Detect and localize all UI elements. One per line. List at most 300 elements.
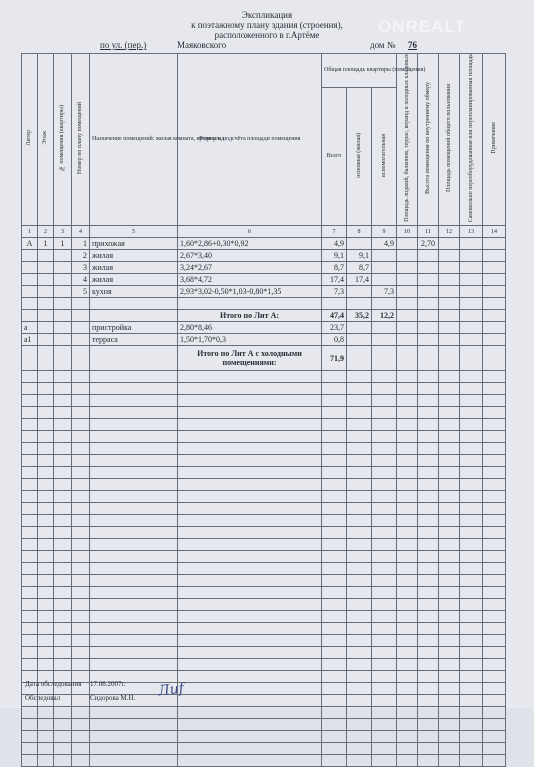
empty-cell xyxy=(178,695,322,707)
empty-cell xyxy=(322,431,347,443)
empty-cell xyxy=(322,743,347,755)
empty-cell xyxy=(322,647,347,659)
empty-cell xyxy=(54,599,72,611)
empty-cell xyxy=(90,491,178,503)
empty-cell xyxy=(72,647,90,659)
col-header-plan-no: Номер по плану помещений xyxy=(77,102,83,175)
empty-cell xyxy=(397,719,418,731)
empty-cell xyxy=(90,659,178,671)
empty-cell xyxy=(460,683,483,695)
total-aux: 12,2 xyxy=(372,310,397,322)
empty-cell xyxy=(322,623,347,635)
empty-cell xyxy=(72,743,90,755)
empty-cell xyxy=(90,419,178,431)
empty-cell xyxy=(418,431,439,443)
empty-cell xyxy=(372,635,397,647)
empty-cell xyxy=(90,611,178,623)
empty-cell xyxy=(347,599,372,611)
empty-cell xyxy=(483,647,506,659)
total-cold-label-1: Итого по Лит А с холодными xyxy=(197,349,302,359)
empty-cell xyxy=(22,346,38,371)
empty-cell xyxy=(397,587,418,599)
empty-cell xyxy=(372,731,397,743)
column-number-row: 1 2 3 4 5 6 7 8 9 10 11 12 13 14 xyxy=(22,226,506,238)
explication-table xyxy=(21,53,506,767)
cell-plan-no: 4 xyxy=(72,274,90,286)
empty-cell xyxy=(178,371,322,383)
empty-cell xyxy=(439,479,460,491)
empty-cell xyxy=(372,587,397,599)
empty-cell xyxy=(439,647,460,659)
empty-cell xyxy=(483,719,506,731)
empty-cell xyxy=(347,515,372,527)
empty-cell xyxy=(322,383,347,395)
empty-cell xyxy=(322,298,347,310)
empty-cell xyxy=(460,515,483,527)
empty-cell xyxy=(22,743,38,755)
empty-cell xyxy=(397,455,418,467)
empty-cell xyxy=(460,286,483,298)
empty-cell xyxy=(397,431,418,443)
empty-cell xyxy=(22,383,38,395)
empty-cell xyxy=(372,755,397,767)
empty-cell xyxy=(54,491,72,503)
empty-cell xyxy=(460,310,483,322)
empty-cell xyxy=(347,575,372,587)
empty-cell xyxy=(397,491,418,503)
empty-cell xyxy=(22,419,38,431)
empty-cell xyxy=(90,635,178,647)
empty-cell xyxy=(178,707,322,719)
empty-cell xyxy=(439,611,460,623)
empty-cell xyxy=(322,371,347,383)
empty-cell xyxy=(72,527,90,539)
empty-cell xyxy=(90,515,178,527)
empty-cell xyxy=(54,334,72,346)
empty-cell xyxy=(38,599,54,611)
empty-cell xyxy=(72,659,90,671)
empty-cell xyxy=(372,431,397,443)
empty-cell xyxy=(483,599,506,611)
cell-lit xyxy=(22,286,38,298)
empty-cell xyxy=(54,527,72,539)
table-row xyxy=(22,262,506,274)
empty-cell xyxy=(418,707,439,719)
cell-formula: 2,93*3,02-0,50*1,03-0,80*1,35 xyxy=(178,286,322,298)
empty-row xyxy=(22,467,506,479)
empty-cell xyxy=(460,298,483,310)
empty-cell xyxy=(38,467,54,479)
empty-row xyxy=(22,419,506,431)
empty-cell xyxy=(38,647,54,659)
empty-cell xyxy=(90,587,178,599)
empty-cell xyxy=(347,491,372,503)
empty-cell xyxy=(22,503,38,515)
empty-cell xyxy=(439,551,460,563)
empty-cell xyxy=(178,395,322,407)
empty-cell xyxy=(72,371,90,383)
empty-cell xyxy=(397,467,418,479)
empty-cell xyxy=(90,575,178,587)
empty-cell xyxy=(372,683,397,695)
empty-cell xyxy=(347,503,372,515)
empty-cell xyxy=(483,250,506,262)
empty-cell xyxy=(54,707,72,719)
empty-cell xyxy=(72,539,90,551)
empty-cell xyxy=(22,659,38,671)
empty-row xyxy=(22,491,506,503)
empty-cell xyxy=(460,395,483,407)
empty-cell xyxy=(72,623,90,635)
empty-cell xyxy=(38,407,54,419)
empty-cell xyxy=(372,575,397,587)
empty-cell xyxy=(397,611,418,623)
empty-row xyxy=(22,371,506,383)
empty-cell xyxy=(418,599,439,611)
empty-cell xyxy=(397,407,418,419)
empty-cell xyxy=(418,611,439,623)
empty-cell xyxy=(38,539,54,551)
empty-cell xyxy=(460,659,483,671)
empty-cell xyxy=(439,395,460,407)
empty-cell xyxy=(54,611,72,623)
empty-cell xyxy=(483,575,506,587)
empty-cell xyxy=(418,371,439,383)
empty-cell xyxy=(418,731,439,743)
empty-cell xyxy=(38,479,54,491)
empty-cell xyxy=(483,371,506,383)
total-cold-label-2: помещениями: xyxy=(222,358,277,368)
empty-cell xyxy=(22,515,38,527)
empty-cell xyxy=(439,731,460,743)
empty-cell xyxy=(397,743,418,755)
empty-cell xyxy=(90,383,178,395)
empty-cell xyxy=(347,527,372,539)
empty-cell xyxy=(178,407,322,419)
cell-formula: 3,68*4,72 xyxy=(178,274,322,286)
col-header-lit: Литер xyxy=(26,130,32,146)
empty-cell xyxy=(483,298,506,310)
empty-cell xyxy=(38,383,54,395)
empty-cell xyxy=(322,479,347,491)
empty-cell xyxy=(483,479,506,491)
empty-cell xyxy=(54,455,72,467)
empty-cell xyxy=(372,599,397,611)
empty-cell xyxy=(347,322,372,334)
empty-cell xyxy=(322,395,347,407)
empty-cell xyxy=(439,539,460,551)
empty-cell xyxy=(322,527,347,539)
empty-cell xyxy=(372,503,397,515)
cell-apt xyxy=(54,250,72,262)
empty-cell xyxy=(439,587,460,599)
empty-cell xyxy=(22,563,38,575)
empty-row xyxy=(22,431,506,443)
empty-cell xyxy=(483,731,506,743)
empty-cell xyxy=(54,322,72,334)
empty-cell xyxy=(483,743,506,755)
empty-cell xyxy=(418,443,439,455)
empty-cell xyxy=(347,683,372,695)
empty-cell xyxy=(397,575,418,587)
empty-cell xyxy=(397,731,418,743)
empty-cell xyxy=(397,659,418,671)
empty-row xyxy=(22,647,506,659)
empty-cell xyxy=(460,731,483,743)
empty-cell xyxy=(322,659,347,671)
empty-cell xyxy=(460,575,483,587)
cell-main xyxy=(347,286,372,298)
empty-cell xyxy=(38,334,54,346)
cell-purpose: жилая xyxy=(90,262,178,274)
empty-cell xyxy=(397,383,418,395)
cell-aux xyxy=(372,250,397,262)
empty-cell xyxy=(54,731,72,743)
empty-cell xyxy=(372,623,397,635)
empty-cell xyxy=(372,467,397,479)
empty-cell xyxy=(90,599,178,611)
empty-cell xyxy=(439,443,460,455)
empty-cell xyxy=(397,262,418,274)
empty-cell xyxy=(418,659,439,671)
empty-cell xyxy=(397,238,418,250)
total-main: 35,2 xyxy=(347,310,372,322)
empty-cell xyxy=(90,707,178,719)
empty-cell xyxy=(460,587,483,599)
empty-cell xyxy=(54,575,72,587)
empty-cell xyxy=(439,467,460,479)
empty-cell xyxy=(347,659,372,671)
empty-cell xyxy=(178,587,322,599)
empty-row xyxy=(22,515,506,527)
col-header-balcony: Площадь лоджий, балконов, террас, веранд и холодных кладовых xyxy=(403,54,410,223)
empty-cell xyxy=(460,371,483,383)
empty-cell xyxy=(178,611,322,623)
empty-cell xyxy=(439,575,460,587)
empty-cell xyxy=(38,443,54,455)
empty-cell xyxy=(22,539,38,551)
empty-cell xyxy=(22,455,38,467)
empty-cell xyxy=(54,647,72,659)
empty-cell xyxy=(460,431,483,443)
empty-cell xyxy=(38,611,54,623)
empty-cell xyxy=(418,683,439,695)
empty-cell xyxy=(178,467,322,479)
empty-cell xyxy=(418,346,439,371)
cell-height xyxy=(418,250,439,262)
empty-cell xyxy=(90,310,178,322)
empty-cell xyxy=(483,443,506,455)
empty-cell xyxy=(418,671,439,683)
empty-cell xyxy=(72,563,90,575)
cell-lit xyxy=(22,250,38,262)
empty-cell xyxy=(418,395,439,407)
empty-cell xyxy=(178,443,322,455)
empty-cell xyxy=(418,575,439,587)
cell-formula: 2,67*3,40 xyxy=(178,250,322,262)
empty-cell xyxy=(418,635,439,647)
house-number: 76 xyxy=(408,40,417,50)
empty-cell xyxy=(90,719,178,731)
empty-cell xyxy=(72,551,90,563)
empty-cell xyxy=(38,743,54,755)
empty-cell xyxy=(439,274,460,286)
empty-cell xyxy=(90,371,178,383)
cell-main: 17,4 xyxy=(347,274,372,286)
empty-cell xyxy=(72,395,90,407)
col-header-total: Всего xyxy=(322,88,347,226)
empty-cell xyxy=(322,707,347,719)
empty-cell xyxy=(418,467,439,479)
footer-date: 17.08.2007г. xyxy=(90,680,126,688)
empty-cell xyxy=(439,334,460,346)
cell-aux: 4,9 xyxy=(372,238,397,250)
empty-cell xyxy=(38,563,54,575)
empty-cell xyxy=(90,431,178,443)
empty-cell xyxy=(483,755,506,767)
empty-cell xyxy=(372,515,397,527)
empty-cell xyxy=(372,539,397,551)
empty-cell xyxy=(372,334,397,346)
empty-cell xyxy=(418,383,439,395)
empty-cell xyxy=(347,707,372,719)
empty-cell xyxy=(72,599,90,611)
empty-cell xyxy=(483,707,506,719)
empty-cell xyxy=(347,298,372,310)
empty-cell xyxy=(397,310,418,322)
empty-cell xyxy=(460,274,483,286)
empty-cell xyxy=(54,419,72,431)
empty-cell xyxy=(54,743,72,755)
table-row xyxy=(22,298,506,310)
empty-cell xyxy=(347,443,372,455)
empty-cell xyxy=(347,551,372,563)
empty-cell xyxy=(322,551,347,563)
empty-cell xyxy=(178,731,322,743)
table-header-row xyxy=(22,54,506,88)
cell-lit: А xyxy=(22,238,38,250)
empty-cell xyxy=(178,419,322,431)
empty-cell xyxy=(72,346,90,371)
empty-cell xyxy=(397,286,418,298)
empty-cell xyxy=(483,515,506,527)
cell-plan-no: 2 xyxy=(72,250,90,262)
cell-height xyxy=(418,262,439,274)
col-header-main: основная (жилая) xyxy=(355,132,362,178)
empty-cell xyxy=(22,443,38,455)
empty-cell xyxy=(322,467,347,479)
empty-cell xyxy=(322,695,347,707)
empty-cell xyxy=(347,671,372,683)
empty-cell xyxy=(483,623,506,635)
cell-purpose: пристройка xyxy=(90,322,178,334)
empty-cell xyxy=(483,683,506,695)
empty-cell xyxy=(38,371,54,383)
house-label: дом № xyxy=(370,40,396,50)
empty-cell xyxy=(54,346,72,371)
empty-cell xyxy=(460,479,483,491)
empty-cell xyxy=(322,491,347,503)
table-row xyxy=(22,286,506,298)
empty-cell xyxy=(178,719,322,731)
empty-cell xyxy=(38,731,54,743)
empty-cell xyxy=(22,298,38,310)
empty-cell xyxy=(439,238,460,250)
empty-cell xyxy=(178,431,322,443)
empty-cell xyxy=(347,539,372,551)
empty-cell xyxy=(418,407,439,419)
empty-cell xyxy=(322,683,347,695)
cell-main: 9,1 xyxy=(347,250,372,262)
empty-cell xyxy=(460,551,483,563)
empty-cell xyxy=(439,755,460,767)
empty-cell xyxy=(483,395,506,407)
empty-cell xyxy=(38,575,54,587)
empty-cell xyxy=(418,743,439,755)
empty-cell xyxy=(372,695,397,707)
table-row xyxy=(22,334,506,346)
empty-cell xyxy=(460,743,483,755)
empty-cell xyxy=(397,695,418,707)
cell-purpose: прихожая xyxy=(90,238,178,250)
empty-cell xyxy=(460,383,483,395)
empty-cell xyxy=(418,527,439,539)
empty-cell xyxy=(90,407,178,419)
empty-cell xyxy=(397,635,418,647)
empty-cell xyxy=(72,719,90,731)
col-header-purpose: Назначение помещений: жилая комната, кухня и т.д. xyxy=(90,54,178,226)
cell-height xyxy=(418,286,439,298)
empty-cell xyxy=(178,599,322,611)
empty-cell xyxy=(322,563,347,575)
empty-cell xyxy=(372,659,397,671)
empty-cell xyxy=(90,563,178,575)
empty-cell xyxy=(483,659,506,671)
empty-cell xyxy=(347,587,372,599)
empty-cell xyxy=(38,310,54,322)
empty-cell xyxy=(397,371,418,383)
col-header-floor: Этаж xyxy=(42,131,48,145)
empty-cell xyxy=(22,395,38,407)
empty-cell xyxy=(460,611,483,623)
empty-cell xyxy=(418,298,439,310)
document-header xyxy=(0,10,534,40)
empty-row xyxy=(22,551,506,563)
cell-total: 9,1 xyxy=(322,250,347,262)
empty-cell xyxy=(372,322,397,334)
empty-cell xyxy=(460,563,483,575)
empty-cell xyxy=(439,455,460,467)
empty-cell xyxy=(439,659,460,671)
empty-cell xyxy=(439,515,460,527)
empty-cell xyxy=(372,419,397,431)
empty-cell xyxy=(439,262,460,274)
empty-cell xyxy=(439,298,460,310)
empty-cell xyxy=(418,479,439,491)
empty-cell xyxy=(483,334,506,346)
empty-cell xyxy=(178,383,322,395)
empty-cell xyxy=(72,298,90,310)
empty-cell xyxy=(460,491,483,503)
empty-cell xyxy=(322,407,347,419)
empty-cell xyxy=(397,527,418,539)
empty-cell xyxy=(54,503,72,515)
empty-cell xyxy=(72,322,90,334)
empty-cell xyxy=(483,431,506,443)
empty-cell xyxy=(72,611,90,623)
header-title: Экспликация xyxy=(241,10,293,20)
empty-cell xyxy=(72,443,90,455)
